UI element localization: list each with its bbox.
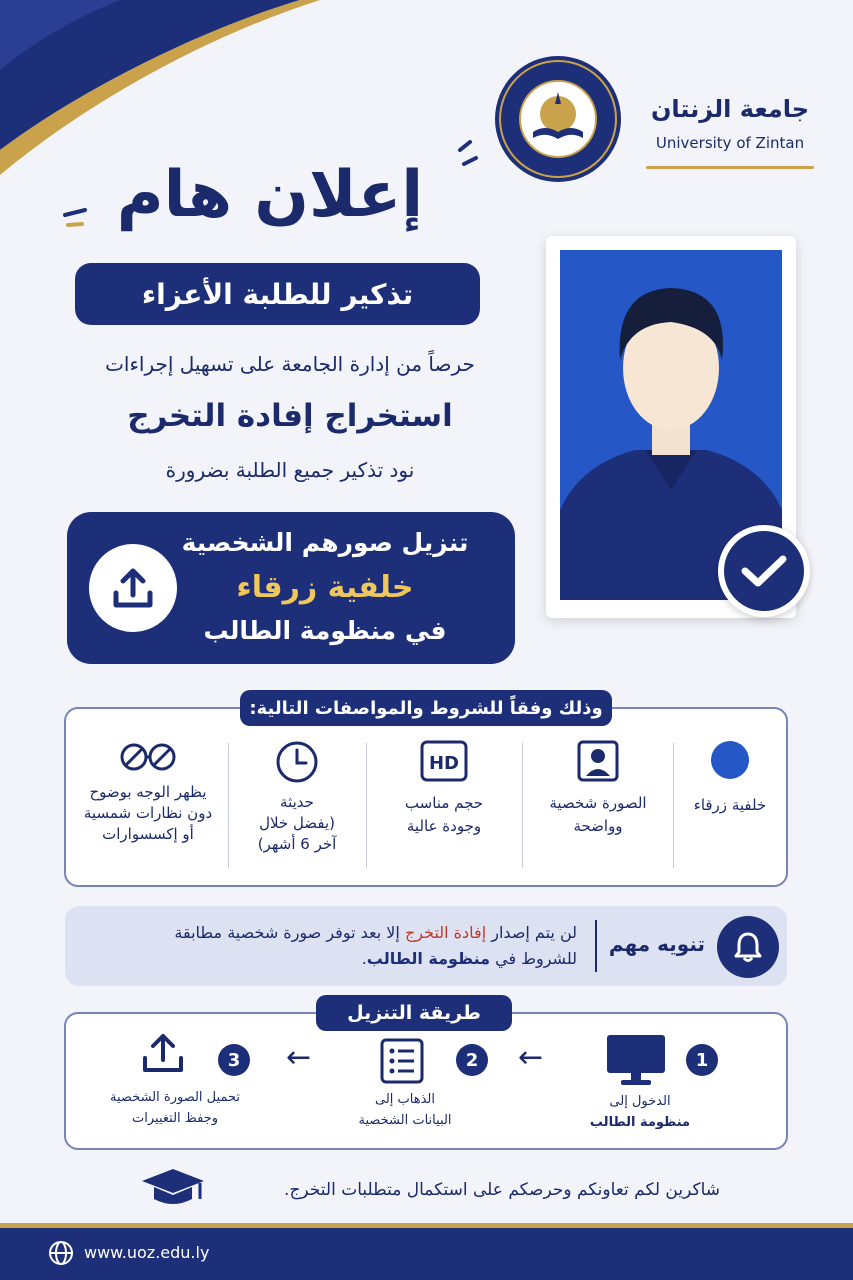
spec-recent: حديثة (يفضل خلال آخر 6 أشهر) — [230, 740, 364, 868]
intro-line-2: استخراج إفادة التخرج — [127, 398, 453, 434]
step-2-caption: الذهاب إلى البيانات الشخصية — [358, 1092, 452, 1128]
spec-divider — [522, 743, 523, 868]
upload-icon — [89, 544, 177, 632]
note-title: تنويه مهم — [608, 932, 705, 956]
steps-heading: طريقة التنزيل — [316, 995, 512, 1031]
arrow-left-icon: ← — [518, 1040, 544, 1075]
website-link[interactable]: www.uoz.edu.ly — [84, 1243, 210, 1262]
bell-icon — [717, 916, 779, 978]
check-badge-icon — [718, 525, 810, 617]
cta-line-2: خلفية زرقاء — [236, 570, 414, 605]
intro-line-3: نود تذكير جميع الطلبة بضرورة — [165, 458, 415, 482]
step-1-number: 1 — [686, 1044, 718, 1076]
graduation-cap-icon — [140, 1165, 206, 1211]
step-3-caption: تحميل الصورة الشخصية وجفظ التغييرات — [110, 1090, 240, 1126]
globe-icon — [48, 1240, 74, 1266]
upload-call-to-action — [67, 512, 515, 664]
no-glasses-icon — [118, 740, 178, 774]
upload-icon — [140, 1032, 186, 1076]
svg-text:HD: HD — [428, 753, 460, 774]
portrait-icon — [577, 740, 619, 782]
spec-blue-background: خلفية زرقاء — [675, 740, 785, 868]
subtitle-pill: تذكير للطلبة الأعزاء — [75, 263, 480, 325]
note-text: لن يتم إصدار إفادة التخرج إلا بعد توفر صورة شخصية مطابقة للشروط في منظومة الطالب. — [174, 923, 577, 968]
university-name-en: University of Zintan — [655, 134, 805, 152]
step-2-number: 2 — [456, 1044, 488, 1076]
monitor-icon — [605, 1033, 667, 1087]
intro-line-1: حرصاً من إدارة الجامعة على تسهيل إجراءات — [105, 352, 475, 376]
spec-no-glasses: يظهر الوجه بوضوح دون نظارات شمسية أو إكسسوارات — [70, 740, 226, 868]
blue-dot-icon — [710, 740, 750, 780]
cta-line-1: تنزيل صورهم الشخصية — [181, 528, 469, 557]
gold-underline — [646, 166, 814, 169]
hd-icon — [420, 740, 468, 782]
note-divider — [595, 920, 597, 972]
important-note — [65, 906, 787, 986]
spec-portrait: الصورة شخصية وواضحة — [524, 740, 672, 868]
arrow-left-icon: ← — [286, 1040, 312, 1075]
university-seal — [493, 54, 623, 184]
list-icon — [380, 1038, 424, 1084]
step-3-number: 3 — [218, 1044, 250, 1076]
clock-icon — [275, 740, 319, 784]
spec-divider — [228, 743, 229, 868]
thanks-message: شاكرين لكم تعاونكم وحرصكم على استكمال متطلبات التخرج. — [284, 1180, 720, 1200]
spec-divider — [366, 743, 367, 868]
university-name-ar: جامعة الزنتان — [650, 95, 810, 123]
specs-heading: وذلك وفقاً للشروط والمواصفات التالية: — [240, 690, 612, 726]
cta-line-3: في منظومة الطالب — [203, 616, 447, 645]
spec-divider — [673, 743, 674, 868]
announcement-title: إعلان هام — [116, 158, 424, 232]
spec-quality: HD حجم مناسب وجودة عالية — [368, 740, 520, 868]
step-1-caption: الدخول إلى منظومة الطالب — [589, 1094, 691, 1130]
